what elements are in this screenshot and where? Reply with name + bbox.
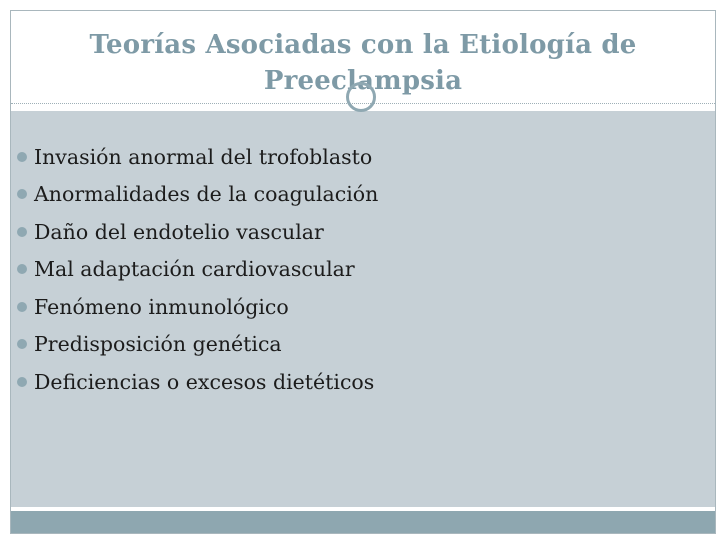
- bullet-text: Mal adaptación cardiovascular: [34, 257, 355, 282]
- bullet-text: Invasión anormal del trofoblasto: [34, 144, 373, 169]
- bullet-item: [15, 176, 378, 214]
- bullet-item: [15, 251, 378, 289]
- bullet-dot-icon: [17, 302, 27, 312]
- ring-icon: [346, 82, 376, 112]
- bullet-dot-icon: [17, 264, 27, 274]
- bullet-dot-icon: [17, 152, 27, 162]
- bullet-dot-icon: [17, 377, 27, 387]
- bullet-dot-icon: [17, 227, 27, 237]
- bullet-dot-icon: [17, 189, 27, 199]
- bullet-item: [15, 326, 378, 364]
- bullet-item: [15, 363, 378, 401]
- content-panel: [11, 111, 715, 507]
- bullet-text: Deficiencias o excesos dietéticos: [34, 369, 375, 394]
- bullet-text: Daño del endotelio vascular: [34, 219, 324, 244]
- bullet-item: [15, 213, 378, 251]
- slide-title-line-2: Preeclampsia: [263, 66, 463, 96]
- bullet-item: [15, 138, 378, 176]
- bullet-text: Fenómeno inmunológico: [34, 294, 289, 319]
- bullet-dot-icon: [17, 339, 27, 349]
- bullet-text: Anormalidades de la coagulación: [34, 182, 379, 207]
- bullet-text: Predisposición genética: [34, 332, 282, 357]
- bullet-list: [15, 138, 378, 401]
- bottom-bar: [11, 511, 715, 533]
- bullet-item: [15, 288, 378, 326]
- slide-title-line-1: Teorías Asociadas con la Etiología de: [89, 30, 637, 60]
